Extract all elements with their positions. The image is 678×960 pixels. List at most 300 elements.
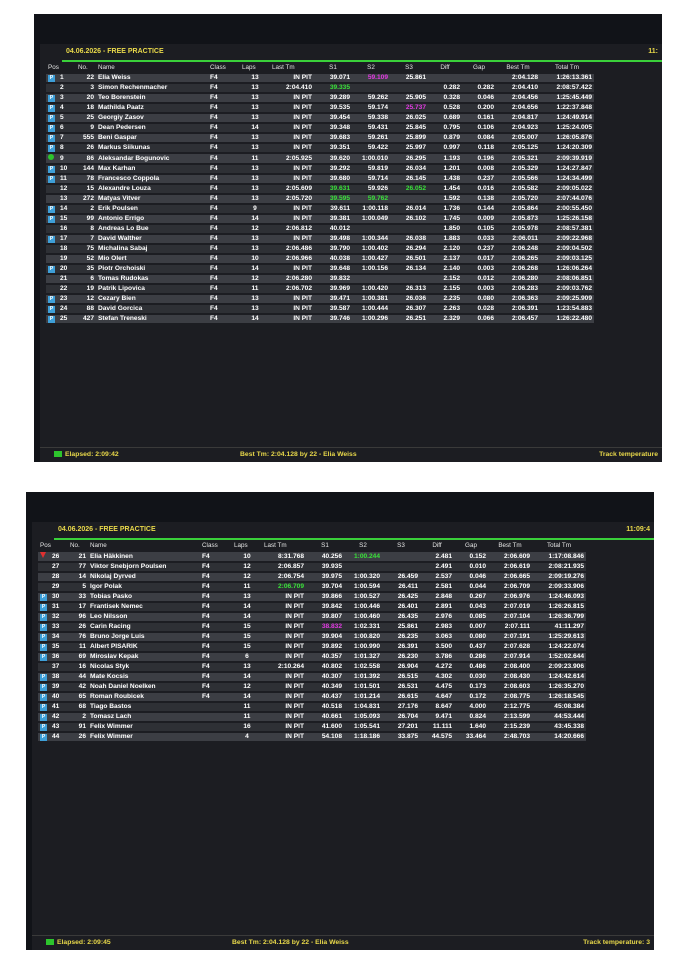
table-row[interactable] [46,165,594,173]
column-header-best: Best Tm [506,64,530,71]
table-row[interactable] [46,315,594,323]
cell-total: 1:26:22.480 [540,315,594,323]
cell-name: Tomas Rudokas [96,275,208,283]
cell-gap: 4.000 [454,703,488,711]
cell-best: 2:07.914 [488,653,532,661]
cell-s3: 26.014 [390,205,428,213]
table-row[interactable] [38,573,586,581]
cell-cls: F4 [208,144,240,152]
cell-gap: 0.085 [454,613,488,621]
table-row[interactable] [38,603,586,611]
cell-s1: 39.746 [314,315,352,323]
cell-gap: 0.003 [462,285,496,293]
cell-name: Carin Racing [88,623,200,631]
cell-total: 2:08:57.422 [540,84,594,92]
pit-flag-icon: P [49,135,54,141]
cell-gap: 0.012 [462,275,496,283]
row-status-cell [38,623,50,631]
table-row[interactable] [38,693,586,701]
row-status-cell [38,613,50,621]
cell-s3: 26.425 [382,593,420,601]
table-row[interactable] [46,245,594,253]
cell-s2: 1:01.501 [344,683,382,691]
cell-cls: F4 [208,185,240,193]
cell-s3: 26.615 [382,693,420,701]
cell-name: Leo Nilsson [88,613,200,621]
cell-gap: 0.080 [454,633,488,641]
cell-pos: 7 [58,134,76,142]
cell-pos: 34 [50,633,68,641]
cell-name: Igor Polak [88,583,200,591]
table-row[interactable] [38,713,586,721]
table-row[interactable] [46,144,594,152]
cell-no: 555 [76,134,96,142]
pit-flag-icon: P [41,714,46,720]
row-status-cell [46,225,58,233]
cell-gap: 0.282 [462,84,496,92]
cell-laps: 15 [232,633,262,641]
row-status-cell [46,315,58,323]
cell-s2: 1:00.444 [352,305,390,313]
cell-s3: 26.401 [382,603,420,611]
cell-s2: 1:00.460 [344,613,382,621]
table-row[interactable] [46,215,594,223]
cell-laps: 11 [232,583,262,591]
table-row[interactable] [46,175,594,183]
cell-last: IN PIT [270,94,314,102]
row-status-cell [46,235,58,243]
cell-s1: 39.892 [306,643,344,651]
cell-s3: 26.435 [382,613,420,621]
cell-s3: 26.230 [382,653,420,661]
cell-gap: 0.106 [462,124,496,132]
session-header [40,44,662,60]
table-row[interactable] [38,733,586,741]
cell-s2: 1:05.093 [344,713,382,721]
cell-best: 2:06.248 [496,245,540,253]
cell-diff: 2.137 [428,255,462,263]
cell-s2: 59.714 [352,175,390,183]
cell-total: 1:24:20.309 [540,144,594,152]
cell-last: 2:06.857 [262,563,306,571]
cell-no: 35 [76,265,96,273]
cell-name: Aleksandar Bogunovic [96,154,208,163]
row-status-cell [46,74,58,82]
cell-name: Miroslav Kepak [88,653,200,661]
cell-best: 2:04.923 [496,124,540,132]
cell-no: 77 [68,563,88,571]
cell-pos: 24 [58,305,76,313]
table-row[interactable] [46,285,594,293]
row-status-cell [38,713,50,721]
cell-cls: F4 [208,165,240,173]
cell-no: 52 [76,255,96,263]
cell-total: 1:17:08.846 [532,552,586,561]
cell-name: Tiago Bastos [88,703,200,711]
cell-pos: 18 [58,245,76,253]
table-row[interactable] [38,673,586,681]
cell-gap: 0.007 [454,623,488,631]
cell-s2: 1:05.541 [344,723,382,731]
cell-diff: 2.235 [428,295,462,303]
table-row[interactable] [46,74,594,82]
cell-s3: 26.704 [382,713,420,721]
pit-flag-icon: P [49,176,54,182]
table-row[interactable] [46,185,594,193]
pit-flag-icon: P [41,734,46,740]
cell-name: Tobias Pasko [88,593,200,601]
cell-s3: 26.459 [382,573,420,581]
column-header-cls: Class [202,542,218,549]
pit-flag-icon: P [41,604,46,610]
cell-s1: 39.969 [314,285,352,293]
column-header-last: Last Tm [264,542,287,549]
cell-no: 99 [76,215,96,223]
elapsed-time: Elapsed: 2:09:42 [65,451,119,458]
table-row[interactable] [46,305,594,313]
table-row[interactable] [46,195,594,203]
row-status-cell [46,215,58,223]
cell-name: David Gorcica [96,305,208,313]
table-row[interactable] [38,552,586,561]
cell-total: 1:24:27.847 [540,165,594,173]
cell-s3: 26.251 [390,315,428,323]
cell-s2: 1:00.320 [344,573,382,581]
green-flag-icon [54,451,62,457]
cell-total: 2:09:23.906 [532,663,586,671]
cell-total: 1:24:22.074 [532,643,586,651]
cell-no: 12 [76,295,96,303]
cell-last: 2:10.264 [262,663,306,671]
cell-s2: 1:00.049 [352,215,390,223]
cell-gap: 0.286 [454,653,488,661]
cell-best: 2:07.628 [488,643,532,651]
column-header-pos: Pos [48,64,59,71]
cell-s2: 1:00.990 [344,643,382,651]
table-row[interactable] [46,104,594,112]
cell-s3: 26.313 [390,285,428,293]
row-status-cell [46,285,58,293]
cell-cls: F4 [208,245,240,253]
table-row[interactable] [46,235,594,243]
row-status-cell [38,633,50,641]
cell-gap: 0.066 [462,315,496,323]
table-row[interactable] [46,275,594,283]
table-row[interactable] [38,683,586,691]
cell-pos: 1 [58,74,76,82]
cell-best: 2:06.391 [496,305,540,313]
cell-pos: 22 [58,285,76,293]
cell-diff: 0.528 [428,104,462,112]
cell-diff: 2.891 [420,603,454,611]
table-row[interactable] [38,643,586,651]
cell-s3: 27.176 [382,703,420,711]
cell-cls [200,733,232,741]
cell-best: 2:05.864 [496,205,540,213]
table-row[interactable] [46,134,594,142]
cell-cls: F4 [200,583,232,591]
table-row[interactable] [46,225,594,233]
cell-last: IN PIT [262,723,306,731]
cell-s2: 1:00.427 [352,255,390,263]
cell-best: 2:07.191 [488,633,532,641]
cell-s1: 40.437 [306,693,344,701]
cell-name: Elia Häkkinen [88,552,200,561]
cell-diff [428,74,462,82]
cell-pos: 8 [58,144,76,152]
cell-s3 [390,225,428,233]
cell-last: 2:06.812 [270,225,314,233]
cell-s3: 26.036 [390,295,428,303]
table-row[interactable] [38,663,586,671]
cell-s1: 40.802 [306,663,344,671]
cell-total: 1:24:46.093 [532,593,586,601]
cell-last: 2:06.754 [262,573,306,581]
table-row[interactable] [46,94,594,102]
cell-diff: 3.063 [420,633,454,641]
cell-total: 2:09:03.125 [540,255,594,263]
cell-best: 2:06.665 [488,573,532,581]
table-row[interactable] [38,593,586,601]
cell-no: 78 [76,175,96,183]
cell-pos: 21 [58,275,76,283]
cell-total: 45:08.384 [532,703,586,711]
table-row[interactable] [38,653,586,661]
row-status-cell [38,552,50,561]
cell-no: 16 [68,663,88,671]
cell-laps: 13 [240,305,270,313]
row-status-cell [46,104,58,112]
pit-flag-icon: P [49,125,54,131]
cell-total: 1:25:45.449 [540,94,594,102]
cell-gap: 0.196 [462,154,496,163]
cell-no: 42 [68,683,88,691]
cell-cls: F4 [208,215,240,223]
cell-last: IN PIT [262,603,306,611]
cell-s2: 59.338 [352,114,390,122]
row-status-cell [38,653,50,661]
cell-gap: 0.009 [462,215,496,223]
cell-name: Elia Weiss [96,74,208,82]
cell-s2: 1:01.392 [344,673,382,681]
cell-no: 2 [76,205,96,213]
cell-no: 26 [68,623,88,631]
cell-pos: 17 [58,235,76,243]
pit-flag-icon: P [49,166,54,172]
cell-gap: 0.824 [454,713,488,721]
cell-laps: 11 [240,285,270,293]
cell-total: 1:23:54.883 [540,305,594,313]
cell-name: Alexandre Louza [96,185,208,193]
cell-s3 [390,275,428,283]
cell-gap: 0.237 [462,175,496,183]
cell-pos: 20 [58,265,76,273]
cell-s1: 39.807 [306,613,344,621]
row-status-cell [38,673,50,681]
cell-s2: 59.926 [352,185,390,193]
cell-best: 2:05.125 [496,144,540,152]
pit-flag-icon: P [49,115,54,121]
cell-name: Erik Poulsen [96,205,208,213]
cell-diff: 2.329 [428,315,462,323]
cell-last: IN PIT [270,295,314,303]
cell-s3: 26.034 [390,165,428,173]
cell-s3: 25.899 [390,134,428,142]
row-status-cell [38,603,50,611]
cell-name: Michalina Sabaj [96,245,208,253]
cell-best: 2:06.709 [488,583,532,591]
row-status-cell [46,255,58,263]
row-status-cell [46,84,58,92]
cell-laps: 14 [232,603,262,611]
cell-s1: 39.289 [314,94,352,102]
monitor-top [34,14,662,462]
cell-laps: 13 [232,663,262,671]
cell-gap: 0.118 [462,144,496,152]
session-header [32,522,654,538]
cell-best: 2:05.978 [496,225,540,233]
cell-laps: 13 [240,74,270,82]
cell-s3: 26.025 [390,114,428,122]
cell-last: 8:31.768 [262,552,306,561]
cell-gap: 0.016 [462,185,496,193]
cell-cls: F4 [208,175,240,183]
column-header-laps: Laps [242,64,256,71]
cell-s2: 1:18.186 [344,733,382,741]
cell-last: 2:06.709 [262,583,306,591]
green-flag-icon [46,939,54,945]
cell-laps: 14 [232,673,262,681]
cell-total: 1:26:05.876 [540,134,594,142]
row-status-cell [46,165,58,173]
cell-best: 2:04.456 [496,94,540,102]
cell-cls: F4 [200,653,232,661]
cell-s3 [382,552,420,561]
table-row[interactable] [46,205,594,213]
cell-no: 22 [76,74,96,82]
table-row[interactable] [38,613,586,621]
cell-s1: 40.012 [314,225,352,233]
cell-last: IN PIT [262,693,306,701]
cell-no: 18 [76,104,96,112]
pit-flag-icon: P [49,75,54,81]
table-row[interactable] [46,84,594,92]
table-row[interactable] [38,623,586,631]
cell-s3: 26.411 [382,583,420,591]
cell-no: 272 [76,195,96,203]
cell-s1: 39.535 [314,104,352,112]
cell-cls: F4 [200,663,232,671]
row-status-cell [38,703,50,711]
cell-s2: 1:00.446 [344,603,382,611]
cell-s2: 1:00.381 [352,295,390,303]
cell-no: 19 [76,285,96,293]
cell-no: 14 [68,573,88,581]
table-row[interactable] [38,563,586,571]
cell-last: 2:04.410 [270,84,314,92]
cell-last: IN PIT [270,144,314,152]
cell-s2: 1:00.594 [344,583,382,591]
cell-diff: 1.745 [428,215,462,223]
cell-cls: F4 [208,285,240,293]
cell-best: 2:06.363 [496,295,540,303]
table-row[interactable] [46,265,594,273]
cell-last: IN PIT [262,653,306,661]
cell-no: 91 [68,723,88,731]
cell-name: Nikolaj Dyrved [88,573,200,581]
cell-s2: 1:00.244 [344,552,382,561]
column-header-last: Last Tm [272,64,295,71]
table-row[interactable] [38,723,586,731]
pit-flag-icon: P [41,724,46,730]
cell-gap: 0.267 [454,593,488,601]
cell-laps: 13 [240,245,270,253]
cell-gap: 1.640 [454,723,488,731]
cell-s3: 26.501 [390,255,428,263]
cell-no: 8 [76,225,96,233]
cell-no: 86 [76,154,96,163]
cell-s3: 26.295 [390,154,428,163]
table-row[interactable] [38,583,586,591]
pit-flag-icon: P [41,624,46,630]
cell-total: 1:26:26.815 [532,603,586,611]
cell-name: Patrik Lipovica [96,285,208,293]
cell-s1: 39.935 [306,563,344,571]
row-status-cell [46,275,58,283]
cell-gap: 0.105 [462,225,496,233]
table-row[interactable] [46,255,594,263]
cell-gap: 0.033 [462,235,496,243]
cell-s2: 1:00.296 [352,315,390,323]
cell-diff: 2.537 [420,573,454,581]
column-header-name: Name [90,542,107,549]
cell-name: Felix Wimmer [88,733,200,741]
pit-flag-icon: P [41,694,46,700]
cell-total: 1:25:29.613 [532,633,586,641]
cell-s1: 39.348 [314,124,352,132]
cell-cls: F4 [208,84,240,92]
cell-no: 2 [68,713,88,721]
table-row[interactable] [46,154,594,163]
table-row[interactable] [46,114,594,122]
cell-cls: F4 [208,104,240,112]
cell-laps: 14 [240,124,270,132]
cell-cls: F4 [208,305,240,313]
row-status-cell [38,573,50,581]
table-row[interactable] [38,703,586,711]
cell-name: Simon Rechenmacher [96,84,208,92]
row-status-cell [38,583,50,591]
cell-s2: 1:02.331 [344,623,382,631]
table-row[interactable] [38,633,586,641]
cell-pos: 27 [50,563,68,571]
table-row[interactable] [46,295,594,303]
clock: 11:09:4 [626,526,650,533]
cell-total: 2:09:05.022 [540,185,594,193]
cell-s2: 1:01.214 [344,693,382,701]
cell-laps: 13 [240,84,270,92]
cell-total: 2:07:44.076 [540,195,594,203]
cell-s1: 39.587 [314,305,352,313]
cell-diff: 1.883 [428,235,462,243]
cell-last: IN PIT [270,124,314,132]
cell-cls: F4 [208,124,240,132]
cell-cls: F4 [200,563,232,571]
table-row[interactable] [46,124,594,132]
session-title: 04.06.2026 - FREE PRACTICE [66,48,164,55]
cell-s2 [352,225,390,233]
cell-total: 1:22:37.848 [540,104,594,112]
